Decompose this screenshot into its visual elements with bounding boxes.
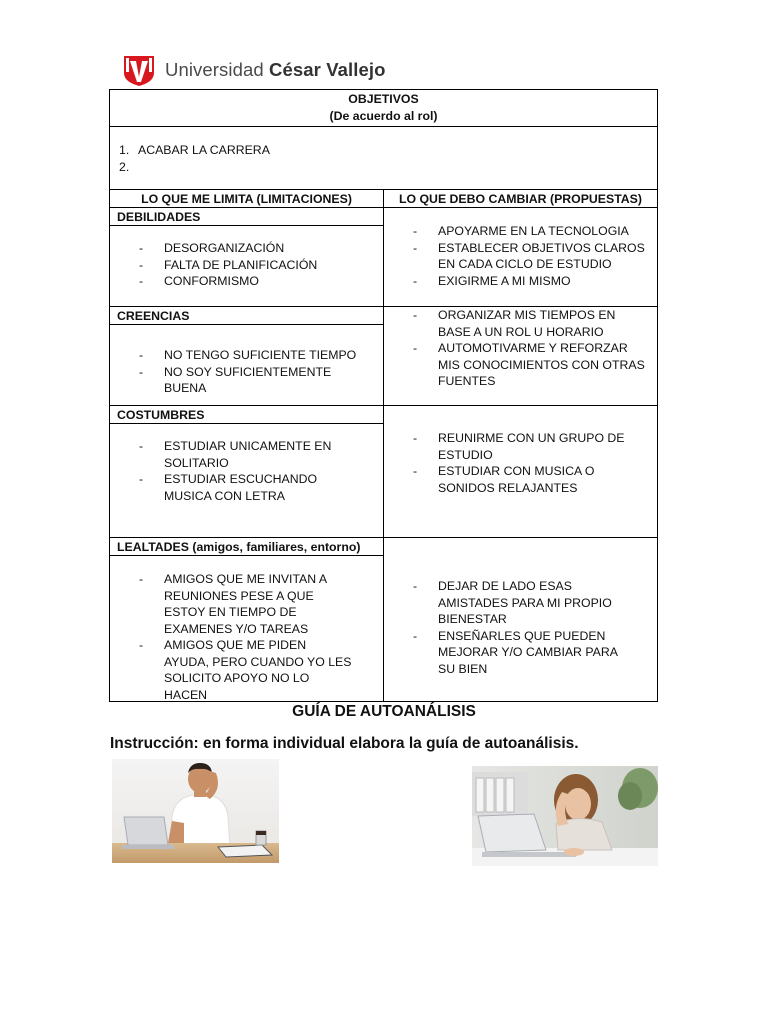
objective-item bbox=[119, 142, 270, 159]
list-item: - ESTABLECER OBJETIVOS CLAROS EN CADA CICLO DE ESTUDIO bbox=[411, 240, 647, 273]
limits-list bbox=[137, 347, 367, 397]
objective-number: 2. bbox=[119, 159, 130, 174]
list-item: - DEJAR DE LADO ESAS AMISTADES PARA MI PROPIO BIENESTAR bbox=[411, 578, 626, 628]
section-label-costumbres: COSTUMBRES bbox=[109, 405, 384, 424]
proposals-column-header: LO QUE DEBO CAMBIAR (PROPUESTAS) bbox=[383, 189, 658, 208]
limits-cell-debilidades bbox=[109, 225, 384, 307]
objective-text: ACABAR LA CARRERA bbox=[138, 143, 270, 157]
ucv-shield-icon bbox=[123, 53, 155, 87]
objectives-list bbox=[119, 142, 270, 175]
proposals-cell-lealtades bbox=[383, 537, 658, 702]
man-at-laptop-image bbox=[112, 759, 279, 863]
objectives-subtitle: (De acuerdo al rol) bbox=[329, 108, 438, 123]
proposals-cell-costumbres bbox=[383, 405, 658, 538]
tired-woman-at-laptop-image bbox=[472, 766, 658, 866]
list-item: - NO SOY SUFICIENTEMENTE BUENA bbox=[137, 364, 367, 397]
limits-cell-costumbres bbox=[109, 423, 384, 538]
list-item: - NO TENGO SUFICIENTE TIEMPO bbox=[137, 347, 367, 364]
list-item: - DESORGANIZACIÓN bbox=[137, 240, 367, 257]
proposals-list bbox=[411, 307, 647, 390]
brand-light: Universidad bbox=[165, 59, 270, 80]
list-item: - CONFORMISMO bbox=[137, 273, 367, 290]
limits-cell-lealtades bbox=[109, 555, 384, 702]
list-item: - ESTUDIAR UNICAMENTE EN SOLITARIO bbox=[137, 438, 342, 471]
list-item: - ESTUDIAR ESCUCHANDO MUSICA CON LETRA bbox=[137, 471, 342, 504]
objectives-title: OBJETIVOS bbox=[348, 92, 419, 106]
list-item: - AUTOMOTIVARME Y REFORZAR MIS CONOCIMIENTOS CON OTRAS FUENTES bbox=[411, 340, 647, 390]
objective-number: 1. bbox=[119, 143, 130, 157]
list-item: - ESTUDIAR CON MUSICA O SONIDOS RELAJANTES bbox=[411, 463, 626, 496]
objectives-header bbox=[110, 90, 657, 127]
list-item: - APOYARME EN LA TECNOLOGIA bbox=[411, 223, 647, 240]
proposals-list bbox=[411, 578, 626, 677]
guide-title: GUÍA DE AUTOANÁLISIS bbox=[292, 703, 476, 720]
man-at-laptop-illustration bbox=[112, 759, 279, 863]
limits-cell-creencias bbox=[109, 324, 384, 406]
limits-list bbox=[137, 240, 367, 290]
section-label-debilidades: DEBILIDADES bbox=[109, 207, 384, 226]
list-item: - AMIGOS QUE ME INVITAN A REUNIONES PESE A QUE ESTOY EN TIEMPO DE EXAMENES Y/O TAREAS bbox=[137, 571, 352, 637]
instruction-text: Instrucción: en forma individual elabora la guía de autoanálisis. bbox=[110, 735, 579, 752]
university-name bbox=[165, 59, 386, 81]
list-item: - EXIGIRME A MI MISMO bbox=[411, 273, 647, 290]
list-item: - ORGANIZAR MIS TIEMPOS EN BASE A UN ROL U HORARIO bbox=[411, 307, 647, 340]
university-logo bbox=[123, 52, 386, 88]
list-item: - REUNIRME CON UN GRUPO DE ESTUDIO bbox=[411, 430, 626, 463]
objective-item bbox=[119, 159, 270, 176]
section-label-lealtades: LEALTADES (amigos, familiares, entorno) bbox=[109, 537, 384, 556]
brand-bold: César Vallejo bbox=[269, 59, 386, 80]
limits-list bbox=[137, 571, 352, 703]
limits-list bbox=[137, 438, 342, 504]
limitations-column-header: LO QUE ME LIMITA (LIMITACIONES) bbox=[109, 189, 384, 208]
proposals-list bbox=[411, 223, 647, 289]
proposals-cell-creencias bbox=[383, 306, 658, 406]
proposals-list bbox=[411, 430, 626, 496]
list-item: - ENSEÑARLES QUE PUEDEN MEJORAR Y/O CAMBIAR PARA SU BIEN bbox=[411, 628, 626, 678]
list-item: - AMIGOS QUE ME PIDEN AYUDA, PERO CUANDO YO LES SOLICITO APOYO NO LO HACEN bbox=[137, 637, 352, 703]
proposals-cell-debilidades bbox=[383, 207, 658, 307]
list-item: - FALTA DE PLANIFICACIÓN bbox=[137, 257, 367, 274]
section-label-creencias: CREENCIAS bbox=[109, 306, 384, 325]
objectives-box bbox=[109, 89, 658, 190]
tired-woman-illustration bbox=[472, 766, 658, 866]
